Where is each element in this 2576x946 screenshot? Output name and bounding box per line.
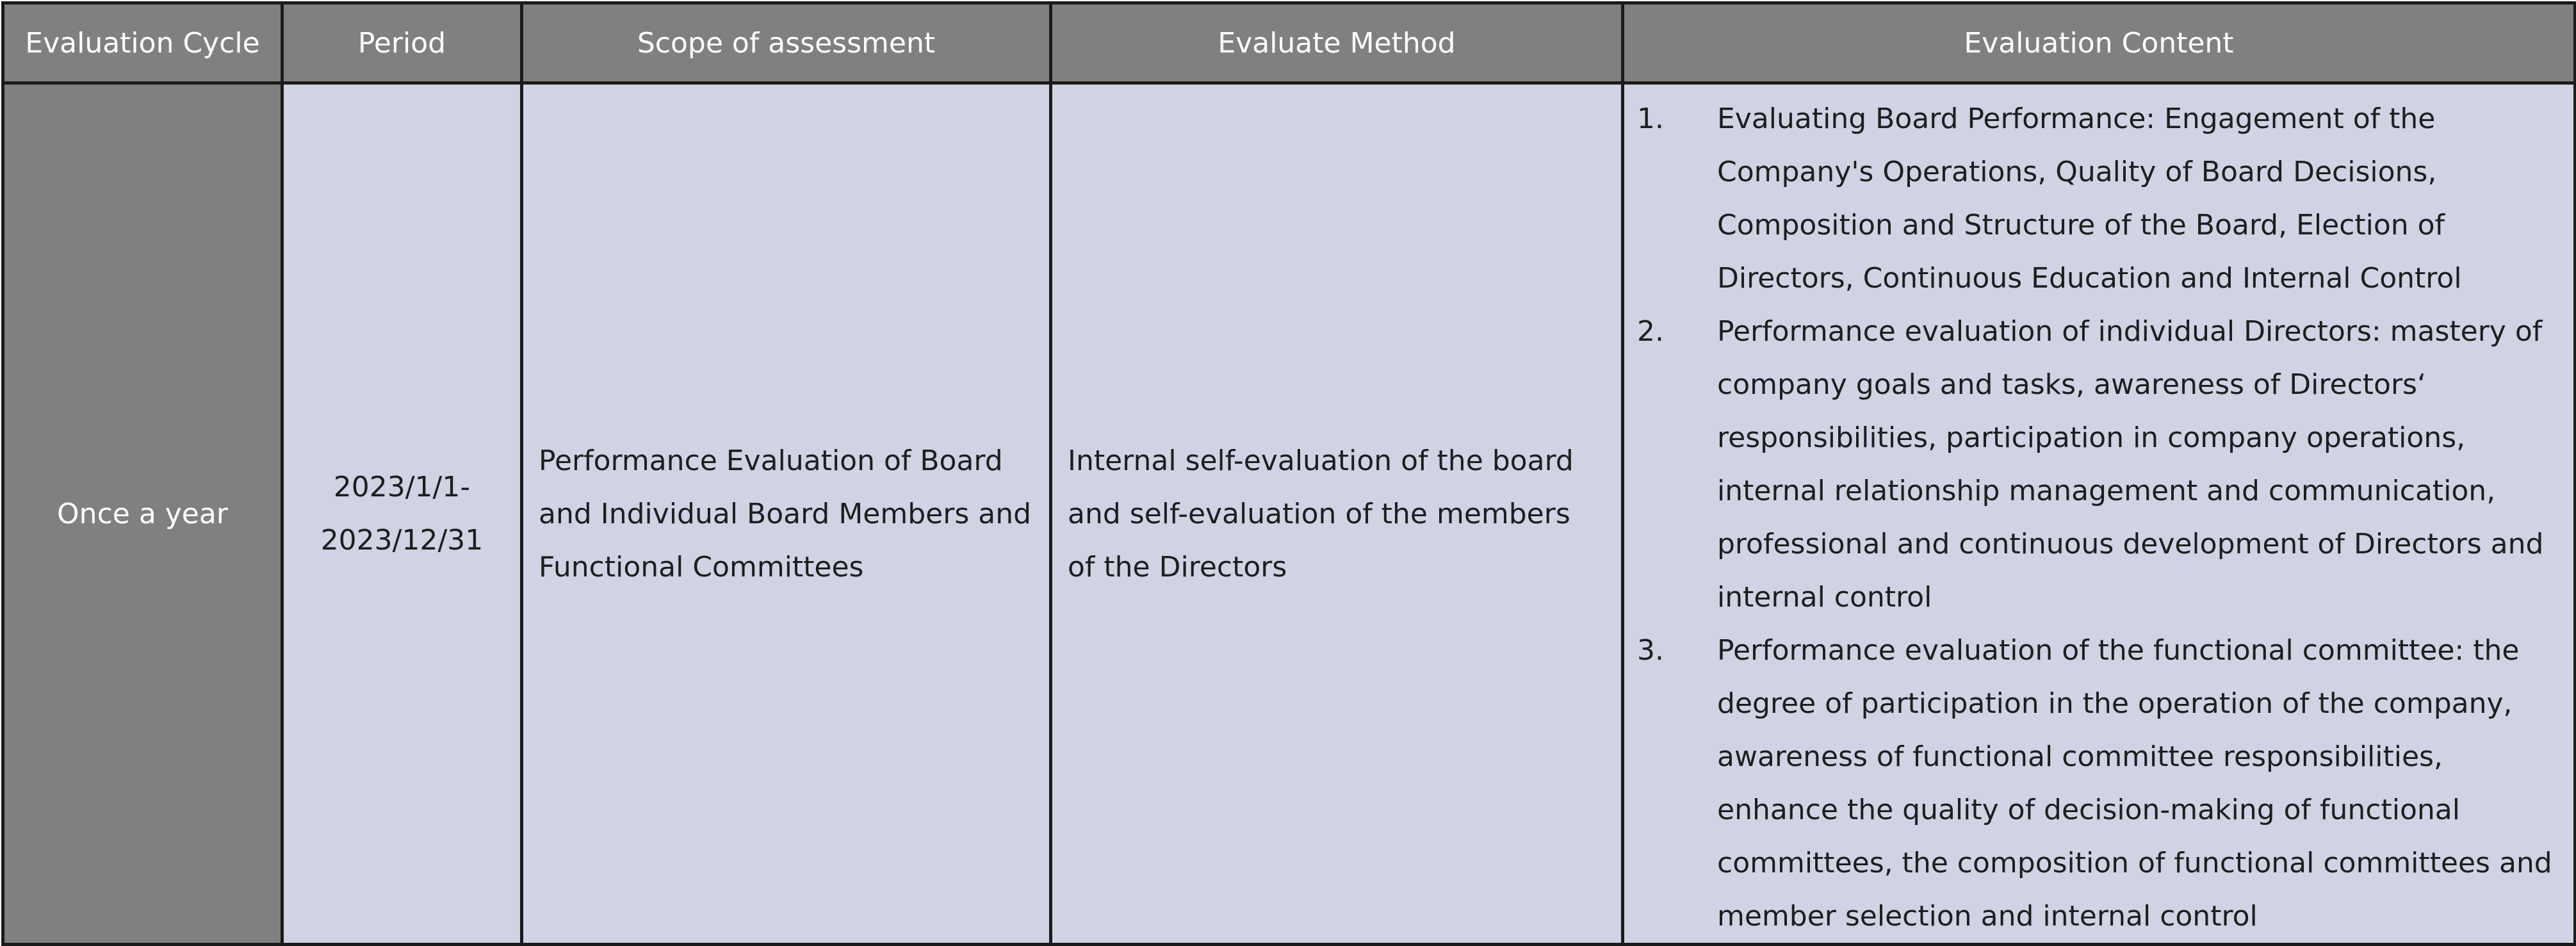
list-item-number: 3.	[1637, 634, 1664, 667]
period-end: 2023/12/31	[320, 524, 484, 557]
list-item	[1637, 305, 2558, 624]
list-item	[1637, 624, 2558, 943]
list-item-text: Performance evaluation of the functional committee: the degree of participation in the operation of the company, awareness of functional committee responsibilities, enhance the quality of decision-making of functional committees, the composition of functional committees and member selection and internal control	[1717, 634, 2552, 933]
period-cell	[282, 83, 522, 945]
list-item-number: 2.	[1637, 315, 1664, 348]
header-row	[3, 3, 2575, 83]
method-cell: Internal self-evaluation of the board and self-evaluation of the members of the Directors	[1051, 83, 1623, 945]
header-period: Period	[282, 3, 522, 83]
header-method: Evaluate Method	[1051, 3, 1623, 83]
content-cell	[1623, 83, 2575, 945]
scope-cell: Performance Evaluation of Board and Individual Board Members and Functional Committees	[522, 83, 1051, 945]
list-item-text: Performance evaluation of individual Directors: mastery of company goals and tasks, awareness of Directors‘ responsibilities, participation in company operations, internal relationship management and communication, professional and continuous development of Directors and internal control	[1717, 315, 2544, 614]
header-evaluation-cycle: Evaluation Cycle	[3, 3, 282, 83]
list-item-number: 1.	[1637, 102, 1664, 135]
evaluation-cycle-cell: Once a year	[3, 83, 282, 945]
table-row	[3, 83, 2575, 945]
header-scope: Scope of assessment	[522, 3, 1051, 83]
board-evaluation-table	[1, 1, 2576, 946]
period-start: 2023/1/1-	[333, 471, 471, 503]
list-item-text: Evaluating Board Performance: Engagement of the Company's Operations, Quality of Board Decisions, Composition and Structure of the Board, Election of Directors, Continuous Education and Internal Control	[1717, 102, 2462, 295]
header-content: Evaluation Content	[1623, 3, 2575, 83]
list-item	[1637, 92, 2558, 305]
